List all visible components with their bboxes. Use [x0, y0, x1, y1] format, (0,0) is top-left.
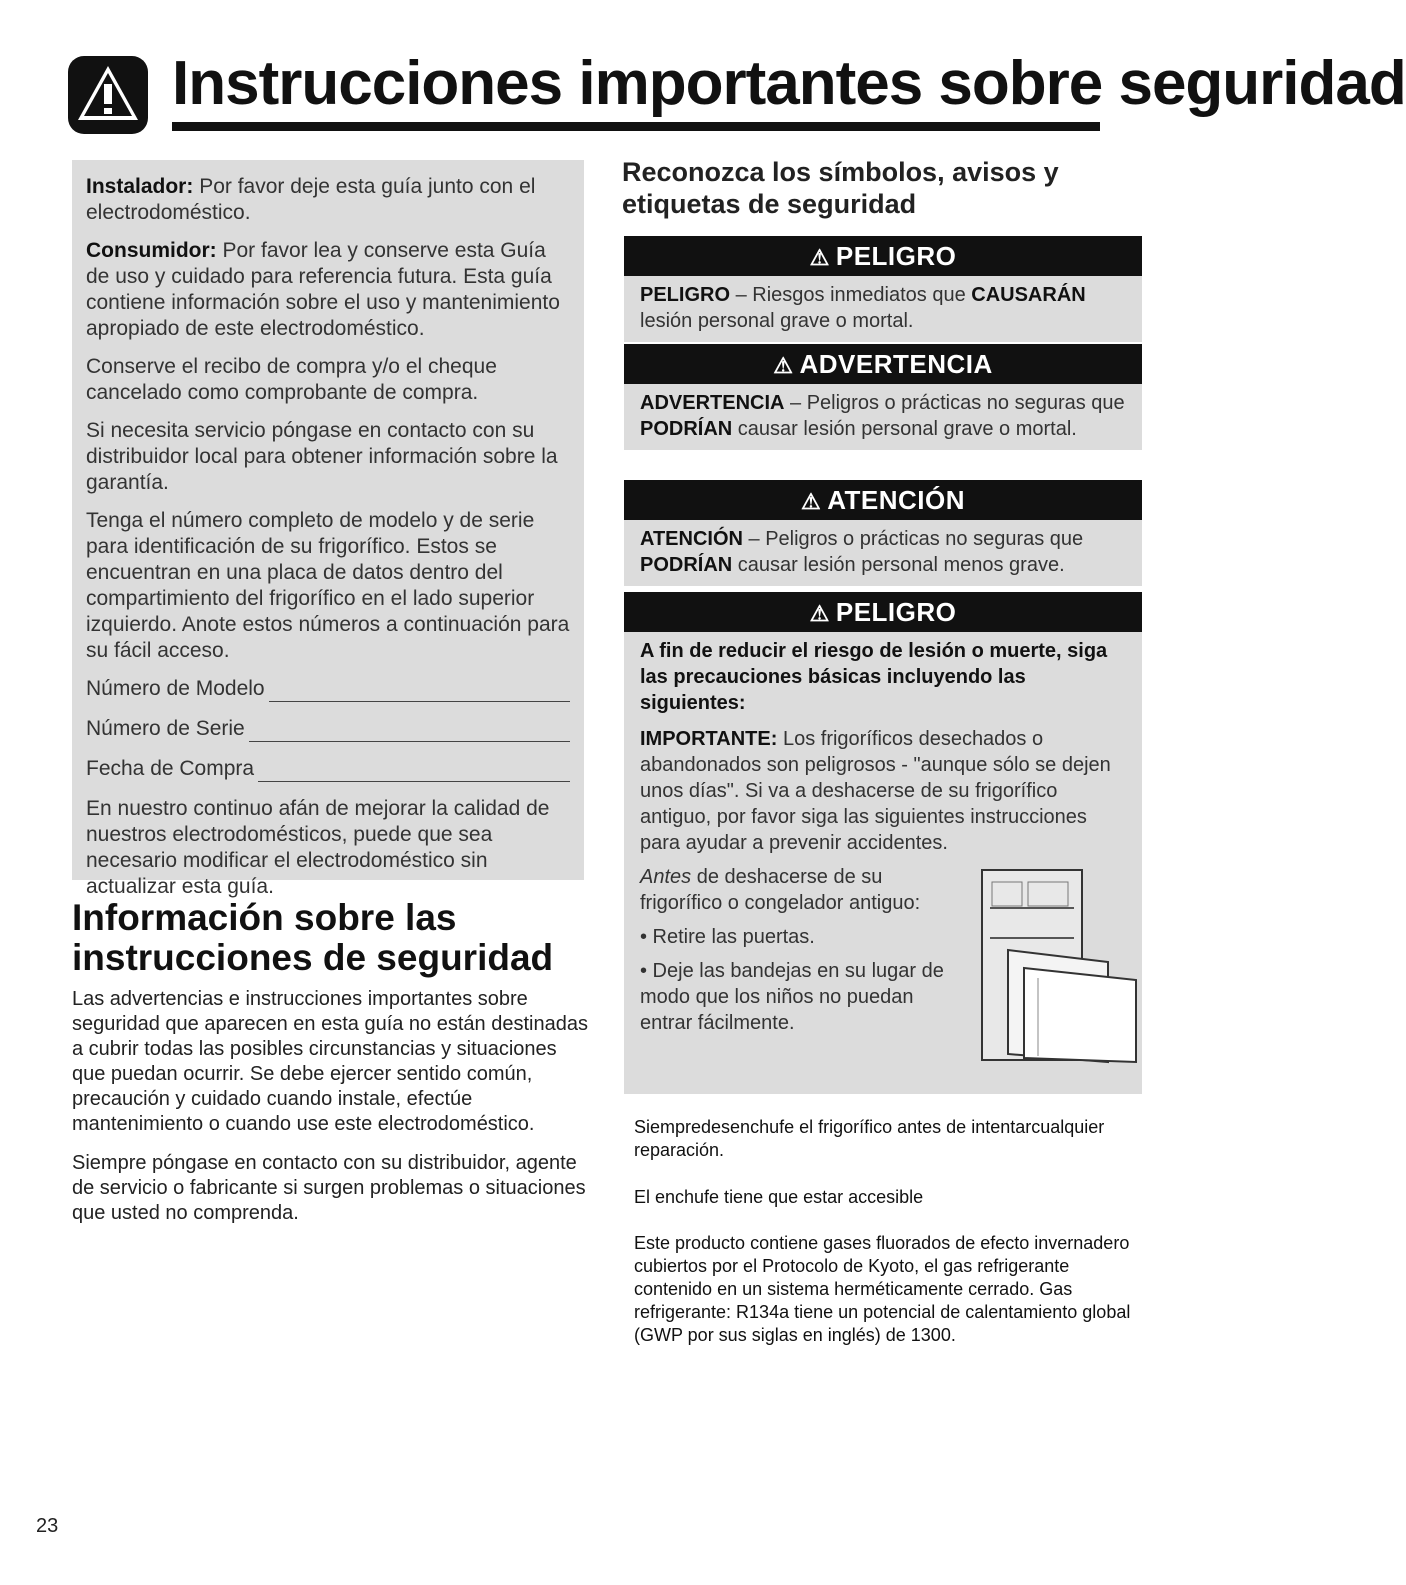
- danger-emphasis: CAUSARÁN: [971, 284, 1086, 306]
- model-number-field: [86, 676, 570, 702]
- model-number-line: [269, 682, 570, 702]
- before-disposal: [640, 864, 970, 916]
- danger-sign-bar: [624, 236, 1142, 276]
- warning-triangle-icon: ⚠: [800, 489, 822, 514]
- purchase-date-label: Fecha de Compra: [86, 757, 255, 780]
- purchase-date-field: [86, 756, 570, 782]
- warning-sign-bar: [624, 344, 1142, 384]
- safety-info-paragraph-1: Las advertencias e instrucciones importantes sobre seguridad que aparecen en esta guía no están destinadas a cubrir todas las posibles circunstancias y situaciones que puedan ocurrir. Se debe ejercer sentido común, precaución y cuidado cuando instale, efectúe mantenimiento o cuando use este electrodoméstico.: [72, 988, 588, 1135]
- installer-label: Instalador:: [86, 175, 194, 198]
- disposal-danger-sign: [624, 592, 1142, 1094]
- model-info-note: Tenga el número completo de modelo y de serie para identificación de su frigorífico. Estos se encuentran en una placa de datos dentro del compartimiento del frigorífico en el lado superior izquierdo. Anote estos números a continuación para su fácil acceso.: [86, 509, 570, 662]
- caution-sign-text: [624, 520, 1142, 586]
- service-note: Si necesita servicio póngase en contacto con su distribuidor local para obtener información sobre la garantía.: [86, 419, 558, 494]
- warning-desc-rest: causar lesión personal grave o mortal.: [732, 418, 1077, 440]
- page-title: Instrucciones importantes sobre seguridad: [172, 49, 1406, 118]
- disclaimer-note: En nuestro continuo afán de mejorar la calidad de nuestros electrodomésticos, puede que sea necesario modificar el electrodoméstico sin actualizar esta guía.: [86, 797, 550, 898]
- danger-sign-title: PELIGRO: [835, 241, 957, 271]
- caution-sign: [624, 480, 1142, 586]
- installer-text: Por favor deje esta guía junto con el electrodoméstico.: [86, 175, 536, 224]
- danger-sign: [624, 236, 1142, 342]
- warning-sign-text: [624, 384, 1142, 450]
- warning-sign: [624, 344, 1142, 450]
- important-label: IMPORTANTE:: [640, 728, 778, 750]
- before-emphasis: Antes: [640, 866, 692, 888]
- serial-number-field: [86, 716, 570, 742]
- caution-desc-rest: causar lesión personal menos grave.: [732, 554, 1065, 576]
- warning-emphasis: PODRÍAN: [640, 418, 733, 440]
- caution-sign-title: ATENCIÓN: [827, 485, 966, 515]
- open-refrigerator-illustration: [980, 868, 1140, 1064]
- before-rest: de deshacerse de su frigorífico o congelador antiguo:: [640, 866, 921, 914]
- installer-consumer-box: [72, 160, 584, 898]
- disposal-steps-text: [640, 864, 970, 1044]
- serial-number-label: Número de Serie: [86, 717, 245, 740]
- consumer-text: Por favor lea y conserve esta Guía de uso y cuidado para referencia futura. Esta guía contiene información sobre el uso y mantenimiento apropiado de este electrodoméstico.: [86, 239, 560, 340]
- disposal-danger-body: [624, 632, 1142, 1072]
- warning-triangle-icon: ⚠: [809, 601, 830, 626]
- safety-info-body: [72, 987, 592, 1240]
- disposal-steps: [640, 864, 1128, 1064]
- purchase-date-line: [258, 762, 570, 782]
- danger-sign-text: [624, 276, 1142, 342]
- disposal-danger-title: PELIGRO: [835, 597, 957, 627]
- model-number-label: Número de Modelo: [86, 677, 265, 700]
- caution-label: ATENCIÓN: [640, 528, 743, 550]
- warning-triangle-icon: [68, 56, 148, 134]
- danger-desc-rest: lesión personal grave o mortal.: [640, 310, 914, 332]
- warning-triangle-icon: ⚠: [773, 353, 794, 378]
- consumer-note: [86, 238, 570, 342]
- warning-sign-title: ADVERTENCIA: [799, 349, 993, 379]
- caution-sign-bar: [624, 480, 1142, 520]
- plug-access-note: El enchufe tiene que estar accesible: [634, 1187, 924, 1207]
- danger-label: PELIGRO: [640, 284, 731, 306]
- caution-emphasis: PODRÍAN: [640, 554, 733, 576]
- safety-info-paragraph-2: Siempre póngase en contacto con su distribuidor, agente de servicio o fabricante si surgen problemas o situaciones que usted no comprenda.: [72, 1152, 586, 1224]
- disposal-intro: A fin de reducir el riesgo de lesión o muerte, siga las precauciones básicas incluyendo las siguientes:: [640, 640, 1108, 714]
- symbols-heading: Reconozca los símbolos, avisos y etiquetas de seguridad: [622, 157, 1059, 219]
- consumer-label: Consumidor:: [86, 239, 217, 262]
- warning-desc: – Peligros o prácticas no seguras que: [784, 392, 1125, 414]
- disposal-danger-bar: [624, 592, 1142, 632]
- warning-label: ADVERTENCIA: [640, 392, 785, 414]
- refrigerant-gas-note: Este producto contiene gases fluorados de efecto invernadero cubiertos por el Protocolo de Kyoto, el gas refrigerante contenido en un sistema herméticamente cerrado. Gas refrigerante: R134a tiene un potencial de calentamiento global (GWP por sus siglas en inglés) de 1300.: [634, 1233, 1131, 1345]
- title-underline: [172, 122, 1100, 131]
- step-remove-doors: • Retire las puertas.: [640, 926, 815, 948]
- danger-desc: – Riesgos inmediatos que: [730, 284, 972, 306]
- unplug-note: Siempredesenchufe el frigorífico antes de intentarcualquier reparación.: [634, 1117, 1105, 1160]
- warning-triangle-icon: ⚠: [809, 245, 830, 270]
- installer-note: [86, 174, 570, 226]
- page-header: [68, 46, 1406, 136]
- step-leave-shelves: • Deje las bandejas en su lugar de modo que los niños no puedan entrar fácilmente.: [640, 960, 944, 1034]
- important-text: Los frigoríficos desechados o abandonados son peligrosos - "aunque sólo se dejen unos días". Si va a deshacerse de su frigorífico antiguo, por favor siga las siguientes instrucciones para ayudar a prevenir accidentes.: [640, 728, 1111, 854]
- receipt-note: Conserve el recibo de compra y/o el cheque cancelado como comprobante de compra.: [86, 355, 497, 404]
- serial-number-line: [249, 722, 570, 742]
- important-paragraph: [640, 726, 1128, 856]
- safety-info-heading: Información sobre las instrucciones de seguridad: [72, 897, 554, 978]
- page-number: 23: [36, 1515, 59, 1537]
- caution-desc: – Peligros o prácticas no seguras que: [742, 528, 1084, 550]
